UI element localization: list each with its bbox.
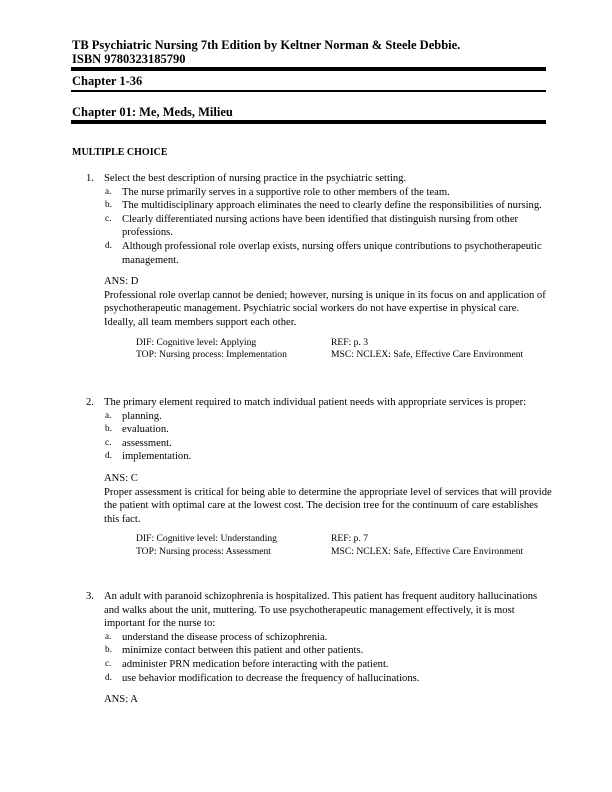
option-text: planning. (122, 410, 162, 422)
option-text: The nurse primarily serves in a supportive role to other members of the team. (122, 186, 450, 198)
section-heading: MULTIPLE CHOICE (72, 147, 168, 158)
option-text: implementation. (122, 451, 192, 463)
reference: REF: p. 3 (331, 336, 369, 348)
option-text: administer PRN medication before interacting with the patient. (122, 658, 389, 670)
option-a (72, 410, 552, 424)
answer-key: ANS: C (104, 472, 138, 484)
option-d (72, 240, 552, 267)
chapter-title: Chapter 01: Me, Meds, Milieu (72, 105, 233, 119)
option-letter: d. (105, 450, 112, 461)
option-b (72, 199, 552, 213)
topic: TOP: Nursing process: Assessment (136, 545, 271, 557)
question-text: An adult with paranoid schizophrenia is hospitalized. This patient has frequent auditory hallucinations and walks about the unit, muttering. To use psychotherapeutic management effectively, it is most important for the nurse to: (104, 591, 538, 630)
option-b (72, 423, 552, 437)
option-text: understand the disease process of schizophrenia. (122, 631, 328, 643)
question-2 (72, 396, 552, 559)
document-title (72, 38, 460, 66)
option-text: use behavior modification to decrease the frequency of hallucinations. (122, 672, 420, 684)
answer-key: ANS: D (104, 276, 139, 288)
option-a (72, 186, 552, 200)
question-stem (72, 396, 552, 410)
option-letter: a. (105, 630, 112, 641)
question-metadata (72, 533, 552, 558)
option-letter: a. (105, 409, 112, 420)
difficulty: DIF: Cognitive level: Understanding (136, 533, 277, 545)
header-rule-middle (71, 90, 546, 92)
option-a (72, 631, 552, 645)
option-letter: d. (105, 239, 112, 250)
option-text: assessment. (122, 437, 172, 449)
difficulty: DIF: Cognitive level: Applying (136, 336, 257, 348)
msc-category: MSC: NCLEX: Safe, Effective Care Environment (331, 545, 524, 557)
rationale: Proper assessment is critical for being able to determine the appropriate level of services that will provide the patient with optimal care at the lowest cost. The decision tree for the continuum of care establishes this fact. (104, 486, 552, 525)
msc-category: MSC: NCLEX: Safe, Effective Care Environment (331, 349, 524, 361)
option-d (72, 672, 552, 686)
option-letter: c. (105, 212, 112, 223)
option-text: minimize contact between this patient and other patients. (122, 645, 364, 657)
answer-key: ANS: A (104, 694, 138, 706)
option-letter: c. (105, 436, 112, 447)
option-letter: c. (105, 657, 112, 668)
option-text: evaluation. (122, 424, 169, 436)
question-metadata (72, 337, 552, 362)
header-rule-bottom (71, 120, 546, 124)
option-letter: b. (105, 644, 112, 655)
question-number: 3. (86, 591, 94, 602)
title-line-2: ISBN 9780323185790 (72, 52, 186, 66)
option-c (72, 213, 552, 240)
option-text: The multidisciplinary approach eliminates the need to clearly define the responsibilities of nursing. (122, 200, 542, 212)
reference: REF: p. 7 (331, 533, 369, 545)
rationale: Professional role overlap cannot be denied; however, nursing is unique in its focus on and application of psychotherapeutic management. Psychiatric social workers do not have expertise in physical care. Ideally, all team members support each other. (104, 289, 546, 328)
header-rule-top (71, 67, 546, 71)
topic: TOP: Nursing process: Implementation (136, 349, 287, 361)
option-text: Although professional role overlap exists, nursing offers unique contributions to psychotherapeutic management. (122, 240, 542, 266)
option-text: Clearly differentiated nursing actions have been identified that distinguish nursing from other professions. (122, 213, 519, 239)
question-1 (72, 172, 552, 362)
option-c (72, 658, 552, 672)
option-b (72, 644, 552, 658)
question-3 (72, 590, 552, 707)
question-number: 1. (86, 173, 94, 184)
question-text: The primary element required to match individual patient needs with appropriate services is proper: (104, 397, 527, 408)
title-line-1: TB Psychiatric Nursing 7th Edition by Keltner Norman & Steele Debbie. (72, 38, 461, 52)
question-stem (72, 590, 552, 631)
option-letter: b. (105, 423, 112, 434)
question-number: 2. (86, 397, 94, 408)
question-stem (72, 172, 552, 186)
chapter-range: Chapter 1-36 (72, 74, 143, 88)
option-c (72, 437, 552, 451)
option-letter: d. (105, 671, 112, 682)
option-d (72, 450, 552, 464)
question-text: Select the best description of nursing practice in the psychiatric setting. (104, 173, 407, 184)
option-letter: a. (105, 185, 112, 196)
option-letter: b. (105, 199, 112, 210)
